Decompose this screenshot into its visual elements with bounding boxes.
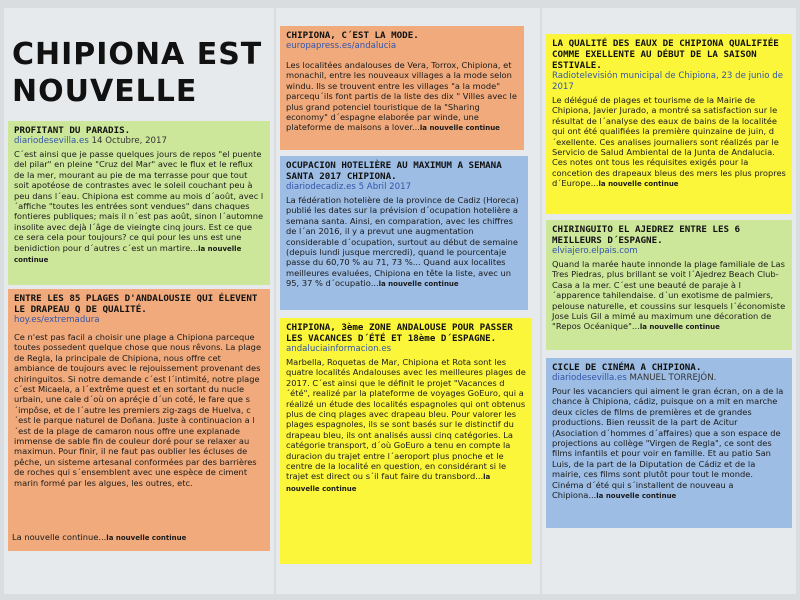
- article-source-link[interactable]: diariodesevilla.es: [14, 136, 89, 146]
- article-body: C´est ainsi que je passe quelques jours de repos "el puente del pilar" en pleine "Cruz del Mar" avec le flux et le reflux de la mer, mourant au pie de ma terrasse pour que tout soit apotéose de contrastes avec le soleil couchant peu à peu dans l´eau. Chipiona est comme au mois d´août, avec l´affiche "toutes les entrées sont vendues" dans chaques fontieres publiques; mais il n´est pas août, sinon l´automne insolite avec dejà l´âge de vieingte cinq jours. Est ce que ce sera cela pour toujours? ce qui pour les uns est une benidiction pour d´autres c´est un martire...: [14, 149, 264, 253]
- article-body: Quand la marée haute innonde la plage familiale de Las Tres Piedras, plus brillant se voit l´Ajedrez Beach Club-Casa a la mer. C´est une beauté de paraje à l´apparence tahilendaise. d´un exotisme de palmiers, pelouse naturelle, et coussins sur lesquels l´économiste Jose Luis Gil a mimé au maximum une décoration de "Repos Océanique"...: [552, 259, 786, 332]
- article-body: La fédération hotelière de la province de Cadiz (Horeca) publié les dates sur la prévision d´ocupation hotelière a semana santa. Ainsi, en comparation, avec les chiffres de l´an 2016, il y a prevut une augmentation considerable d´ocupation, surtout au début de semaine (depuis lundi jusque mercredi), quand le pourcentaje passe du 60,70 % au 71, 73 %... Quand aux localites meilleures evaluées, Chipiona en tête la liste, avec un 95, 37 % d´ocupatio...: [286, 195, 519, 289]
- article-source-link[interactable]: europapress.es/andalucia: [286, 41, 397, 51]
- read-more-link[interactable]: la nouvelle continue: [106, 534, 187, 542]
- article-heading: CICLE DE CINÉMA A CHIPIONA.: [552, 362, 702, 373]
- article-heading: CHIRINGUITO EL AJEDREZ ENTRE LES 6 MEILLEURS D´ESPAGNE.: [552, 224, 741, 246]
- article-date: 23 de junio de 2017: [552, 71, 783, 92]
- article-card: [546, 220, 792, 350]
- article-source-link[interactable]: diariodecadiz.es: [286, 182, 356, 192]
- read-more-link[interactable]: la nouvelle continue: [286, 473, 491, 493]
- read-more-link[interactable]: la nouvelle continue: [419, 124, 500, 133]
- article-date: 5 Abril 2017: [358, 182, 412, 192]
- article-body: Pour les vacanciers qui aiment le gran écran, on a de la chance à Chipiona, cádiz, puisque on a mit en marche deux cicles de films de premières et de grandes productions. Bien reussit de la part de Acitur (Asociation d´hommes d´affaires) que a son espace de projections au collège "Virgen de Regla", ce sont des films infantils et pour voir en famille. Et au patio San Luis, de la part de la Diputation de Cádiz et de la mairie, ces films sont plutôt pour tout le monde. Cinéma d´été qui s´installent de nouveau a Chipiona...: [552, 386, 784, 501]
- article-source-link[interactable]: Radiotelevisión municipal de Chipiona,: [552, 71, 719, 81]
- article-date: 14 Octubre, 2017: [91, 136, 167, 146]
- page-title: CHIPIONA EST NOUVELLE: [12, 37, 263, 109]
- article-heading: CHIPIONA, 3ème ZONE ANDALOUSE POUR PASSER LES VACANCES D´ÉTÉ ET 18ème D´ESPAGNE.: [286, 322, 513, 344]
- article-body: Le délégué de plages et tourisme de la Mairie de Chipiona, Javier Jurado, a montré sa satisfaction sur le résultat de l´analyse des eaux de bains de la localitée qui ont été qualifiées la première quinzaine de juin, d´exellente. Ces analises journaliers sont réalizés par le Servicio de Salud Ambiental de la Junta de Andalucia. Ces notes ont tous les réquisites exigés pour la concetion des drapeaux bleus des mers les plus propres d´Europe...: [552, 95, 786, 189]
- read-more-link[interactable]: La nouvelle continue...: [12, 532, 107, 542]
- article-heading: CHIPIONA, C´EST LA MODE.: [286, 30, 419, 41]
- article-card: [280, 318, 532, 564]
- article-card: [280, 156, 528, 310]
- read-more-link[interactable]: la nouvelle continue: [378, 280, 459, 289]
- article-heading: LA QUALITÉ DES EAUX DE CHIPIONA QUALIFIÉE COMME EXELLENTE AU DÉBUT DE LA SAISON ESTIVALE.: [552, 38, 779, 71]
- article-body: Ce n'est pas facil a choisir une plage a Chipiona parceque toutes possedent quelque chose que nous rêvons. La plage de Regla, la principale de Chipiona, nous offre cet ambiance de toujours avec le rejouissement provenant des chiringuitos. Si notre demande c´est l´intimité, notre plage c´est Micaela, a l´extrême quest et en sortant du nucle urbain, une cale d´où on apréçie d´un coté, le fare que s´impôse, et de l´autre les premiers zig-zags de Huelva, c´est le parque naturel de Doñana. Juste à continuacion a l´est de la plage de camaron nous offre une explanade immense de sable fin de couleur doré pour se relaxer au maximun. Pour finir, il ne faut pas oublier les écluses de pêche, un sisteme artesanal conformées par des barrières de roches qui s´ensemblent avec une espèce de ciment marin formé par les algues, les outres, etc.: [14, 332, 262, 488]
- article-body: Marbella, Roquetas de Mar, Chipiona et Rota sont les quatre localités Andalouses avec les meilleures plages de 2017. C´est ainsi que le définit le projet "Vacances d´été", realizé par la plateforme de voyages GoEuro, qui a réalizé un étude des localités espagnoles qui ont obtenus plus de cinq plages avec drapeau bleu. Pour valorer les plages espagnoles, ils se sont basés sur le distinctif du drapeau bleu, ils ont analisés aussi cinq catégories. La catégorie transport, d´où GoEuro a tenu en compte la duracion du trajet entre l´aeroport plus pnoche et le centre de la localité en question, en considérant si le trajet est direct ou s´il faut faire du transbord...: [286, 357, 526, 482]
- article-source-link[interactable]: andaluciainformacion.es: [286, 344, 392, 354]
- article-card: [8, 289, 270, 551]
- article-author: MANUEL TORREJÓN.: [629, 373, 717, 383]
- read-more-link[interactable]: la nouvelle continue: [596, 492, 677, 501]
- article-heading: OCUPACION HOTELIÈRE AU MAXIMUM A SEMANA SANTA 2017 CHIPIONA.: [286, 160, 502, 182]
- article-source-link[interactable]: hoy.es/extremadura: [14, 315, 100, 325]
- read-more-link[interactable]: la nouvelle continue: [639, 323, 720, 332]
- article-card: [280, 26, 524, 150]
- article-heading: ENTRE LES 85 PLAGES D'ANDALOUSIE QUI ÉLEVENT LE DRAPEAU Q DE QUALITÉ.: [14, 293, 258, 315]
- article-source-link[interactable]: diariodesevilla.es: [552, 373, 627, 383]
- article-source-link[interactable]: elviajero.elpais.com: [552, 246, 638, 256]
- read-more-link[interactable]: la nouvelle continue: [598, 180, 679, 189]
- read-more-link[interactable]: la nouvelle continue: [14, 244, 242, 265]
- article-heading: PROFITANT DU PARADIS.: [14, 125, 131, 136]
- article-card: [546, 34, 792, 214]
- article-card: [546, 358, 792, 528]
- article-body: Les localitées andalouses de Vera, Torrox, Chipiona, et monachil, entre les nouveaux villages a la mode selon windu. Ils se trouvent entre les villages "a la mode" parcequ´ils font partis de la liste des dix " Villes avec le plus grand potenciel touristique de la "Sharing economy" d´espagne elaborée par winde, une plateforme de maisons a lover...: [286, 60, 517, 133]
- article-card: [8, 121, 270, 285]
